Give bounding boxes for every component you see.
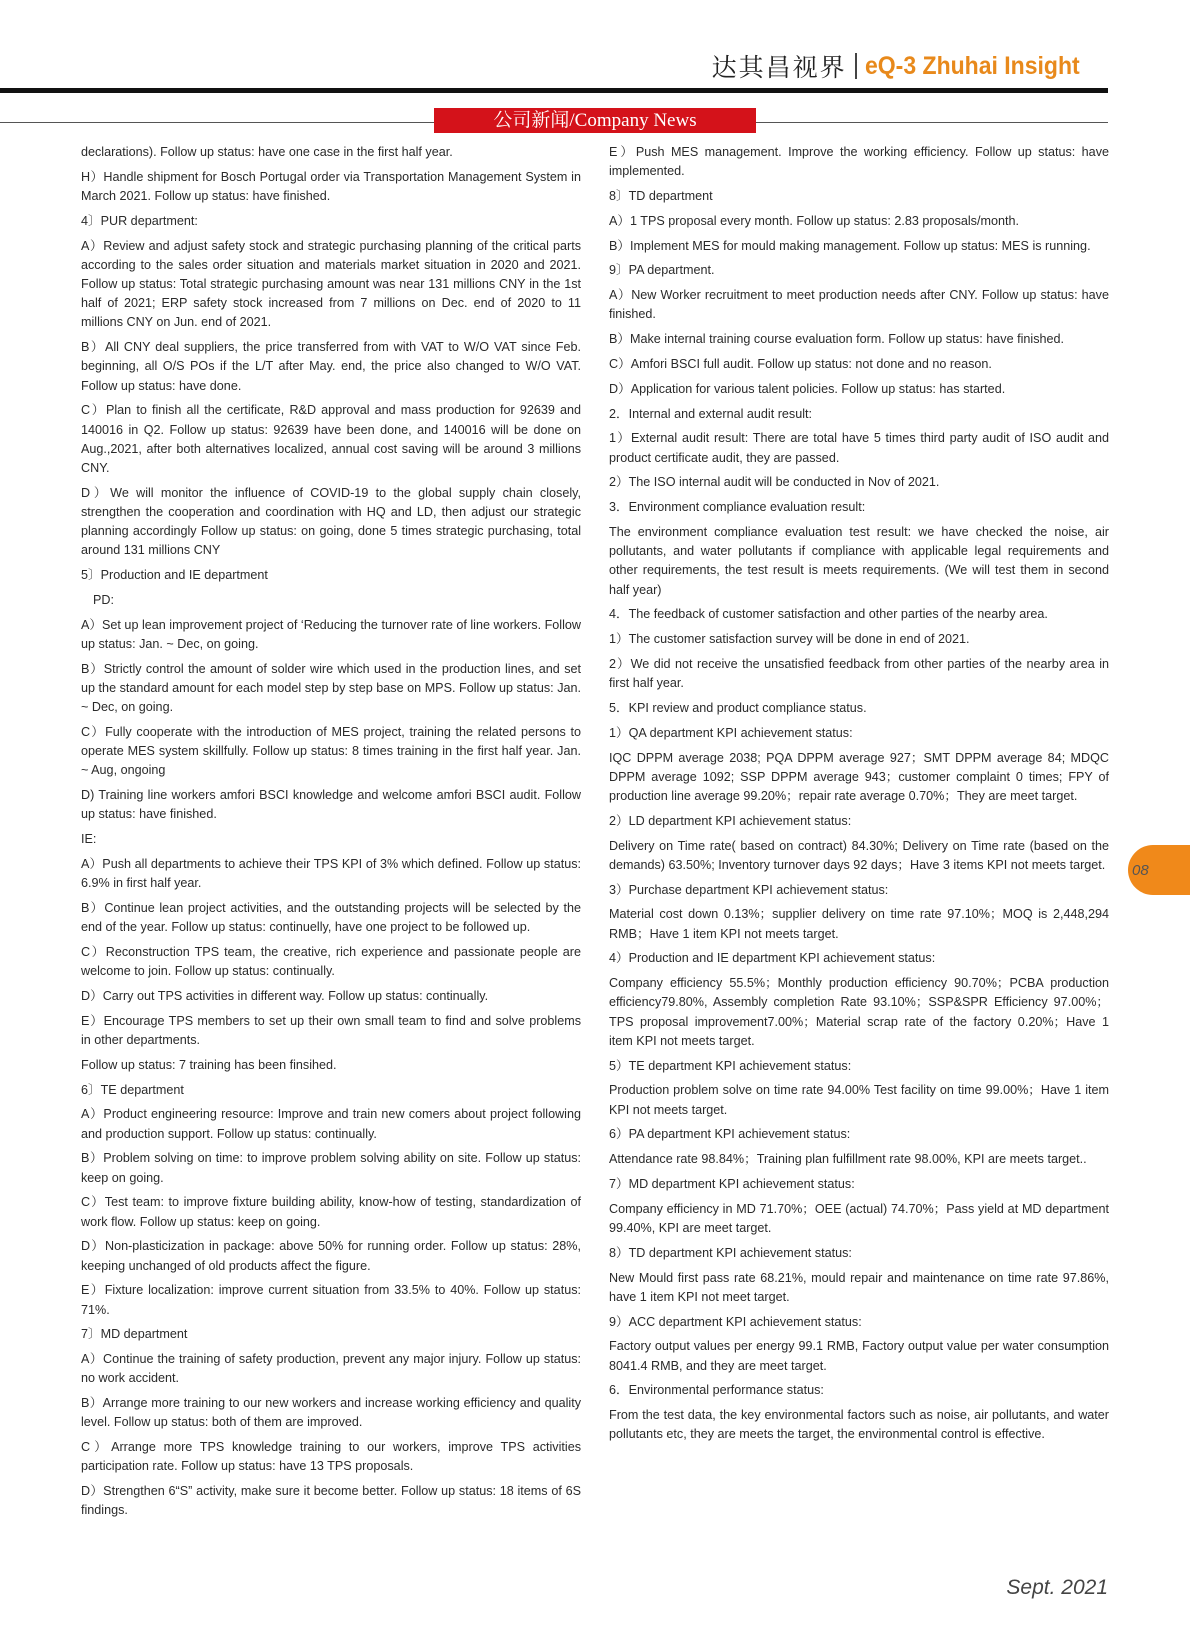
paragraph: From the test data, the key environmental factors such as noise, air pollutants, and water pollutants etc, they are meets the target, the environmental control is effective. [609,1408,1109,1442]
kpi-heading: 6）PA department KPI achievement status: [609,1127,851,1142]
section-heading: 7〕MD department [81,1327,188,1342]
paragraph: The environment compliance evaluation test result: we have checked the noise, air pollutants, and water pollutants if compliance with applicable legal requirements and other requirements, the test result is meets requirements. (We will test them in second half year) [609,524,1109,597]
section-heading: 3．Environment compliance evaluation result: [609,500,866,515]
paragraph: E）Encourage TPS members to set up their own small team to find and solve problems in other departments. [81,1013,581,1048]
paragraph: D）We will monitor the influence of COVID-19 to the global supply chain closely, strengthen the cooperation and coordination with HQ and LD, then adjust our strategic planning accordingly Follow up status: on going, done 5 times strategic purchasing, total around 131 millions CNY [81,485,581,558]
paragraph: A）New Worker recruitment to meet production needs after CNY. Follow up status: have finished. [609,288,1109,322]
paragraph: declarations). Follow up status: have one case in the first half year. [81,145,453,159]
paragraph: Factory output values per energy 99.1 RMB, Factory output value per water consumption 8041.4 RMB, and they are meet target. [609,1339,1109,1373]
paragraph: C）Plan to finish all the certificate, R&D approval and mass production for 92639 and 140016 in Q2. Follow up status: 92639 have been done, and 140016 will be done on Aug.,2021, after both alternatives localized, annual cost saving will be around 3 millions CNY. [81,403,581,476]
paragraph: B）Make internal training course evaluation form. Follow up status: have finished. [609,332,1065,347]
paragraph: C）Test team: to improve fixture building ability, know-how of testing, standardization of work flow. Follow up status: keep on going. [81,1195,581,1229]
kpi-heading: 1）QA department KPI achievement status: [609,725,853,740]
paragraph: Attendance rate 98.84%；Training plan fulfillment rate 98.00%, KPI are meets target.. [609,1152,1087,1167]
paragraph: Delivery on Time rate( based on contract) 84.30%; Delivery on Time rate (based on the demands) 63.50%; Inventory turnover days 92 days；Have 3 items KPI not meets target. [609,838,1109,872]
section-heading: 9〕PA department. [609,263,715,278]
left-column [81,143,581,1526]
section-heading: 6〕TE department [81,1082,184,1097]
kpi-heading: 8）TD department KPI achievement status: [609,1245,852,1260]
subsection-label: IE: [81,832,97,847]
paragraph: 1）The customer satisfaction survey will be done in end of 2021. [609,632,970,647]
paragraph: B）Continue lean project activities, and the outstanding projects will be selected by the end of the year. Follow up status: continuelly, have one project to be followed up. [81,901,581,935]
paragraph: Company efficiency in MD 71.70%；OEE (actual) 74.70%；Pass yield at MD department 99.40%, KPI are meet target. [609,1201,1109,1235]
kpi-heading: 4）Production and IE department KPI achievement status: [609,951,936,966]
paragraph: D）Carry out TPS activities in different way. Follow up status: continually. [81,989,489,1004]
header-rule-thick [0,88,1108,93]
section-heading: 5．KPI review and product compliance status. [609,700,867,715]
paragraph: E）Fixture localization: improve current situation from 33.5% to 40%. Follow up status: 71%. [81,1283,581,1317]
paragraph: A）Push all departments to achieve their TPS KPI of 3% which defined. Follow up status: 6.9% in first half year. [81,857,581,891]
section-banner: 公司新闻/Company News [434,108,756,133]
paragraph: 2）We did not receive the unsatisfied feedback from other parties of the nearby area in first half year. [609,656,1109,691]
paragraph: A）1 TPS proposal every month. Follow up status: 2.83 proposals/month. [609,213,1019,228]
masthead-english-title: eQ-3 Zhuhai Insight [864,51,1080,80]
right-column [609,143,1109,1450]
kpi-heading: 2）LD department KPI achievement status: [609,813,852,828]
section-heading: 5〕Production and IE department [81,568,268,583]
section-heading: 6．Environmental performance status: [609,1383,824,1398]
paragraph: C）Fully cooperate with the introduction of MES project, training the related persons to operate MES system skillfully. Follow up status: 8 times training in the first half year. Jan. ~ Aug, ongoing [81,725,581,778]
kpi-heading: 5）TE department KPI achievement status: [609,1058,852,1073]
section-heading: 4．The feedback of customer satisfaction and other parties of the nearby area. [609,607,1048,622]
kpi-heading: 9）ACC department KPI achievement status: [609,1314,862,1329]
paragraph: D）Non-plasticization in package: above 50% for running order. Follow up status: 28%, keeping unchanged of old products affect the figure. [81,1239,581,1273]
paragraph: H）Handle shipment for Bosch Portugal order via Transportation Management System in March 2021. Follow up status: have finished. [81,169,581,203]
section-heading: 4〕PUR department: [81,213,198,228]
section-heading: 2．Internal and external audit result: [609,406,813,421]
paragraph: New Mould first pass rate 68.21%, mould repair and maintenance on time rate 97.86%, have 1 item KPI not meet target. [609,1270,1109,1304]
paragraph: B）All CNY deal suppliers, the price transferred from with VAT to W/O VAT since Feb. beginning, all O/S POs if the L/T after May. end, the price also changed to W/O VAT. Follow up status: have done. [81,340,581,393]
kpi-heading: 7）MD department KPI achievement status: [609,1176,855,1191]
paragraph: A）Set up lean improvement project of ‘Reducing the turnover rate of line workers. Follow up status: Jan. ~ Dec, on going. [81,617,581,652]
paragraph: B）Implement MES for mould making management. Follow up status: MES is running. [609,238,1091,253]
paragraph: A）Continue the training of safety production, prevent any major injury. Follow up status: no work accident. [81,1352,581,1386]
section-heading: 8〕TD department [609,189,713,203]
paragraph: D) Training line workers amfori BSCI knowledge and welcome amfori BSCI audit. Follow up status: have finished. [81,788,581,822]
masthead [712,48,1098,84]
page-number: 08 [1132,862,1149,879]
paragraph: A）Review and adjust safety stock and strategic purchasing planning of the critical parts according to the sales order situation and materials market situation in 2020 and 2021. Follow up status: Total strategic purchasing amount was near 131 millions CNY in the 1st half of 2021; ERP safety stock increased from 7 millions on Dec. end of 2020 to 11 millions CNY on Jun. end of 2021. [81,238,581,330]
paragraph: C）Arrange more TPS knowledge training to our workers, improve TPS activities participation rate. Follow up status: have 13 TPS proposals. [81,1440,581,1474]
kpi-heading: 3）Purchase department KPI achievement status: [609,882,889,897]
paragraph: C）Amfori BSCI full audit. Follow up status: not done and no reason. [609,356,992,371]
paragraph: B）Arrange more training to our new workers and increase working efficiency and quality level. Follow up status: both of them are improved. [81,1396,581,1430]
paragraph: E）Push MES management. Improve the working efficiency. Follow up status: have implemented. [609,145,1109,179]
paragraph: C）Reconstruction TPS team, the creative, rich experience and passionate people are welcome to join. Follow up status: continually. [81,945,581,979]
masthead-chinese-title: 达其昌视界 [711,53,847,82]
issue-date: Sept. 2021 [1006,1576,1108,1599]
paragraph: D）Strengthen 6“S” activity, make sure it become better. Follow up status: 18 items of 6S findings. [81,1484,581,1518]
paragraph: D）Application for various talent policies. Follow up status: has started. [609,381,1006,396]
masthead-divider [855,53,857,79]
paragraph: Material cost down 0.13%；supplier delivery on time rate 97.10%；MOQ is 2,448,294 RMB；Have 1 item KPI not meets target. [609,907,1109,941]
paragraph: 2）The ISO internal audit will be conducted in Nov of 2021. [609,475,940,490]
paragraph: Company efficiency 55.5%；Monthly production efficiency 90.70%；PCBA production efficiency79.80%, Assembly completion Rate 93.10%；SSP&SPR Efficiency 97.00%；TPS proposal improvement7.00%；Material scrap rate of the factory 0.20%；Have 1 item KPI not meets target. [609,976,1109,1048]
paragraph: 1）External audit result: There are total have 5 times third party audit of ISO audit and product certificate audit, they are passed. [609,431,1109,465]
subsection-label: PD: [93,593,114,608]
paragraph: B）Strictly control the amount of solder wire which used in the production lines, and set up the standard amount for each model step by step base on MPS. Follow up status: Jan. ~ Dec, on going. [81,661,581,715]
paragraph: IQC DPPM average 2038; PQA DPPM average 927；SMT DPPM average 84; MDQC DPPM average 1092; SSP DPPM average 943；customer complaint 0 times; FPY of production line average 99.20%；repair rate average 0.70%；They are meet target. [609,750,1109,803]
paragraph: A）Product engineering resource: Improve and train new comers about project following and production support. Follow up status: continually. [81,1107,581,1141]
paragraph: B）Problem solving on time: to improve problem solving ability on site. Follow up status: keep on going. [81,1151,581,1185]
paragraph: Follow up status: 7 training has been finsihed. [81,1057,337,1072]
paragraph: Production problem solve on time rate 94.00% Test facility on time 99.00%；Have 1 item KPI not meets target. [609,1083,1109,1117]
